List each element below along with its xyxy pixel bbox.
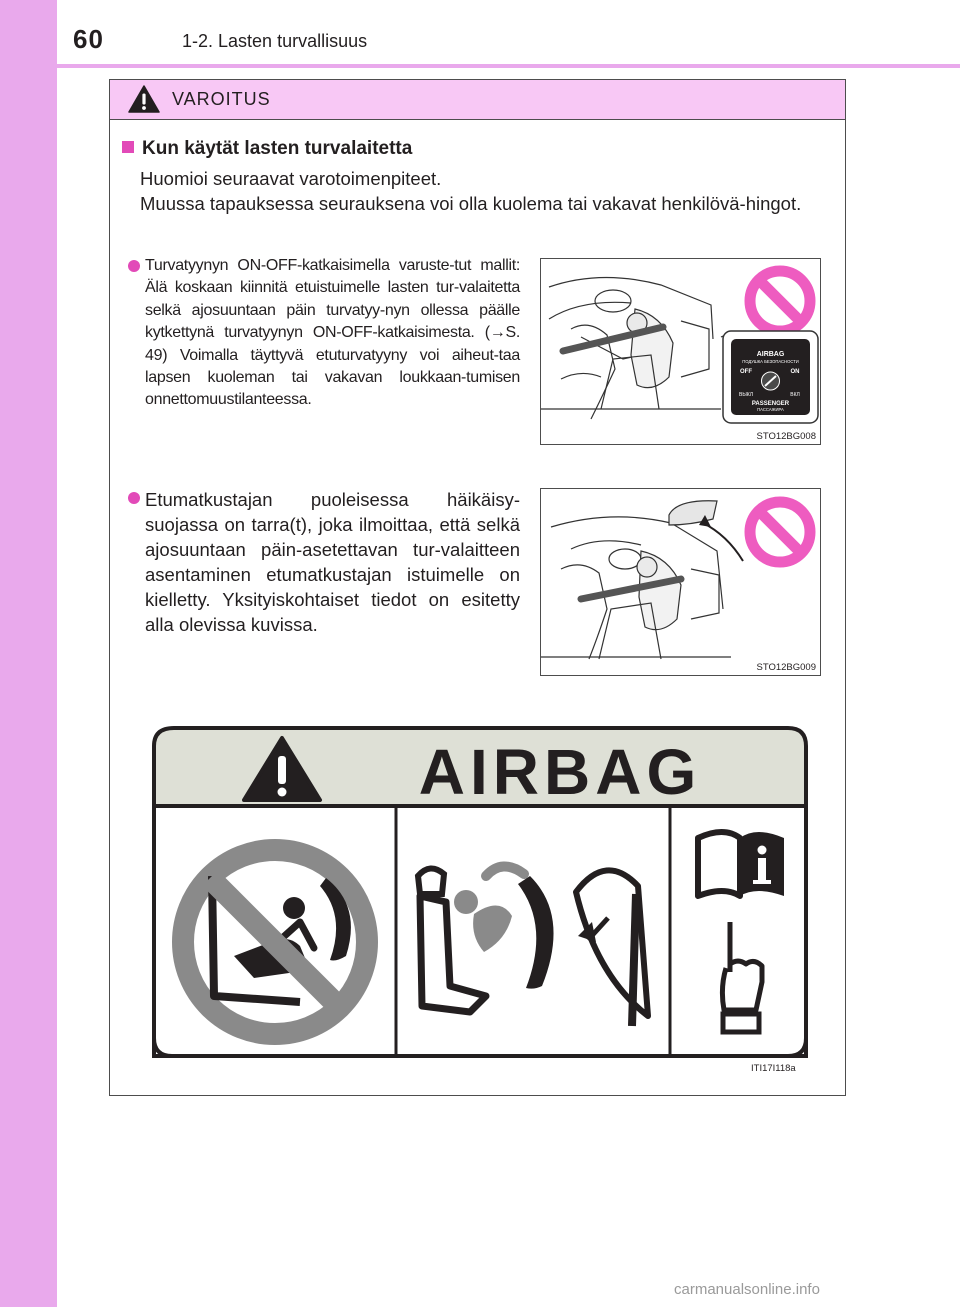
airbag-switch-panel	[723, 331, 818, 423]
airbag-warning-label	[150, 726, 810, 1062]
switch-off: OFF	[740, 369, 752, 375]
warning-intro	[140, 166, 830, 216]
watermark: carmanualsonline.info	[674, 1281, 820, 1298]
label-title: AIRBAG	[418, 736, 702, 808]
prohibition-icon-2	[750, 502, 810, 562]
figure-sun-visor	[540, 488, 821, 676]
figure-airbag-switch	[540, 258, 821, 445]
switch-on-ru: ВКЛ	[790, 392, 800, 398]
section-title: 1-2. Lasten turvallisuus	[182, 31, 368, 51]
figure-2-code: STO12BG009	[756, 662, 816, 673]
warning-label: VAROITUS	[172, 89, 271, 109]
intro-line-1: Huomioi seuraavat varotoimenpiteet.	[140, 168, 442, 189]
header-rule	[57, 64, 960, 68]
bullet-2-text: Etumatkustajan puoleisessa häikäisy-suojassa on tarra(t), joka ilmoittaa, että selkä ajosuuntaan päin-asetettavan tur-valaitteen asentaminen etumatkustajan istuimelle on kielletty. Yksityiskohtaiset tiedot on esitetty alla olevissa kuvissa.	[145, 489, 520, 635]
car-interior-illustration	[541, 259, 821, 445]
warning-heading-text: Kun käytät lasten turvalaitetta	[142, 138, 413, 159]
warning-triangle-icon	[128, 85, 160, 113]
switch-passenger: PASSENGER	[751, 401, 790, 407]
label-code: ITI17I118a	[751, 1063, 796, 1074]
round-bullet-icon	[128, 260, 140, 272]
prohibition-icon-1	[750, 271, 810, 331]
switch-subtitle: ПОДУШКА БЕЗОПАСНОСТИ	[742, 359, 799, 364]
warning-heading	[122, 138, 412, 160]
sun-visor-illustration	[541, 489, 821, 676]
page-number: 60	[73, 24, 104, 54]
round-bullet-icon	[128, 492, 140, 504]
intro-line-2: Muussa tapauksessa seurauksena voi olla kuolema tai vakavat henkilövä-hingot.	[140, 193, 802, 214]
figure-1-code: STO12BG008	[756, 431, 816, 442]
switch-title: AIRBAG	[756, 351, 785, 358]
square-bullet-icon	[122, 141, 134, 153]
switch-passenger-ru: ПАССАЖИРА	[757, 407, 784, 412]
bullet-sun-visor	[128, 487, 520, 637]
warning-header	[110, 80, 845, 120]
bullet-1-text: Turvatyynyn ON-OFF-katkaisimella varuste-tut mallit: Älä koskaan kiinnitä etuistuimelle lasten tur-valaitetta selkä ajosuuntaan päin turvatyy-nyn ollessa päälle kytkettynä turvatyynyn ON-OFF-katkaisimesta. (→S. 49) Voimalla täyttyvä etuturvatyyny voi aiheut-taa lapsen kuoleman tai vakavan loukkaan-tumisen onnettomuustilanteessa.	[145, 257, 520, 409]
bullet-airbag-switch	[128, 255, 520, 412]
switch-on: ON	[790, 369, 800, 375]
side-bar	[0, 0, 57, 1307]
warning-box	[109, 79, 846, 1096]
switch-off-ru: ВЫКЛ	[739, 392, 753, 398]
